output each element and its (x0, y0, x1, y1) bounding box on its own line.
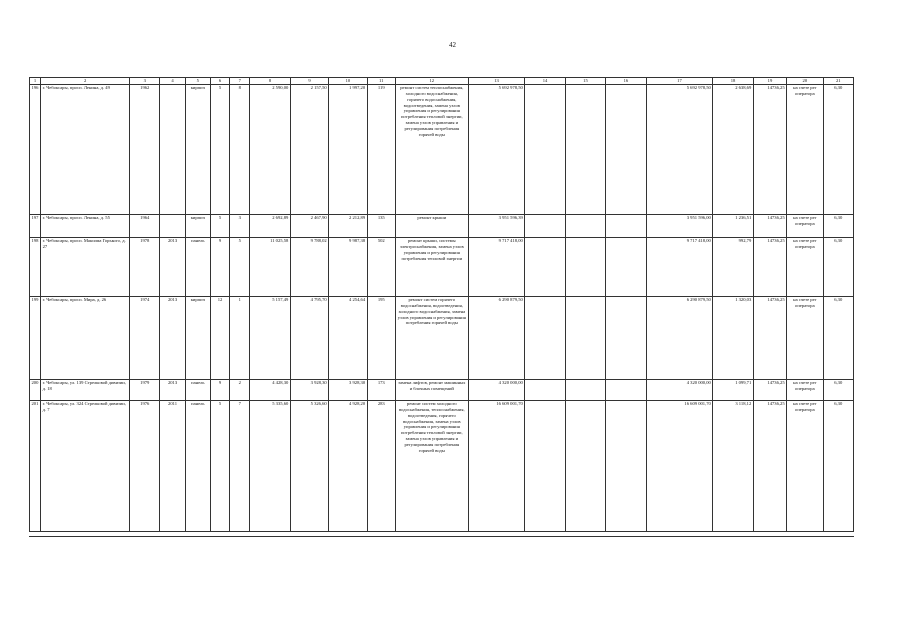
address-cell: г. Чебоксары, просп. Максима Горького, д. 27 (41, 237, 130, 296)
table-row (30, 214, 854, 237)
residential-area-cell: 9 987,38 (329, 237, 367, 296)
column-header: 18 (713, 78, 753, 85)
empty-cell (606, 400, 646, 531)
column-header: 16 (606, 78, 646, 85)
column-header: 3 (130, 78, 160, 85)
entrances-cell: 1 (230, 296, 250, 379)
empty-cell (565, 84, 605, 214)
column-header: 13 (468, 78, 525, 85)
year-built-cell: 1962 (130, 84, 160, 214)
rate-cell: 6,30 (823, 379, 853, 400)
empty-cell (565, 214, 605, 237)
total-cost-cell: 6 290 879,50 (468, 296, 525, 379)
residents-cell: 195 (367, 296, 395, 379)
floors-cell: 9 (210, 237, 229, 296)
table-row (30, 379, 854, 400)
premises-area-cell: 4 795,70 (290, 296, 328, 379)
total-area-cell: 2 590,00 (250, 84, 290, 214)
year-built-cell: 1979 (130, 379, 160, 400)
floors-cell: 5 (210, 84, 229, 214)
floors-cell: 9 (210, 379, 229, 400)
year-built-cell: 1978 (130, 237, 160, 296)
empty-cell (525, 84, 565, 214)
max-unit-cost-cell: 14736,25 (753, 400, 786, 531)
owner-funds-cell: 5 692 978,50 (646, 84, 713, 214)
column-header: 15 (565, 78, 605, 85)
residential-area-cell: 1 997,20 (329, 84, 367, 214)
address-cell: г. Чебоксары, ул. 139 Стрелковой дивизии, д. 18 (41, 379, 130, 400)
wall-material-cell: кирпич (185, 214, 210, 237)
owner-funds-cell: 3 951 596,00 (646, 214, 713, 237)
column-header: 1 (30, 78, 41, 85)
address-cell: г. Чебоксары, просп. Ленина, д. 55 (41, 214, 130, 237)
premises-area-cell: 3 928,30 (290, 379, 328, 400)
table-bottom-rule (29, 536, 854, 537)
max-unit-cost-cell: 14736,25 (753, 379, 786, 400)
table-row (30, 84, 854, 214)
entrances-cell: 2 (230, 379, 250, 400)
max-unit-cost-cell: 14736,25 (753, 296, 786, 379)
entrances-cell: 5 (230, 237, 250, 296)
residents-cell: 502 (367, 237, 395, 296)
column-header: 7 (230, 78, 250, 85)
year-renovated-cell: 2013 (160, 379, 185, 400)
table-row (30, 237, 854, 296)
housing-register-table (29, 77, 854, 532)
empty-cell (565, 237, 605, 296)
empty-cell (565, 379, 605, 400)
row-number: 197 (30, 214, 41, 237)
empty-cell (606, 379, 646, 400)
total-cost-cell: 3 951 596,39 (468, 214, 525, 237)
column-header: 2 (41, 78, 130, 85)
total-cost-cell: 4 320 000,00 (468, 379, 525, 400)
rate-cell: 6,30 (823, 84, 853, 214)
column-header: 12 (395, 78, 468, 85)
year-renovated-cell: 2011 (160, 400, 185, 531)
year-renovated-cell (160, 214, 185, 237)
empty-cell (606, 296, 646, 379)
column-header: 6 (210, 78, 229, 85)
empty-cell (525, 237, 565, 296)
column-header: 5 (185, 78, 210, 85)
column-header: 4 (160, 78, 185, 85)
wall-material-cell: кирпич (185, 296, 210, 379)
row-number: 198 (30, 237, 41, 296)
row-number: 199 (30, 296, 41, 379)
floors-cell: 12 (210, 296, 229, 379)
unit-cost-cell: 1 099,71 (713, 379, 753, 400)
empty-cell (525, 296, 565, 379)
empty-cell (606, 214, 646, 237)
year-built-cell: 1964 (130, 214, 160, 237)
rate-cell: 6,30 (823, 237, 853, 296)
work-type-cell: ремонт крыши, системы электроснабжения, замена узлов управления и регулирования потребления тепловой энергии (395, 237, 468, 296)
residents-cell: 135 (367, 214, 395, 237)
owner-funds-cell: 16 609 001,70 (646, 400, 713, 531)
residents-cell: 173 (367, 379, 395, 400)
entrances-cell: 8 (230, 84, 250, 214)
total-area-cell: 4 428,30 (250, 379, 290, 400)
wall-material-cell: кирпич (185, 84, 210, 214)
rate-cell: 6,30 (823, 400, 853, 531)
floors-cell: 5 (210, 214, 229, 237)
floors-cell: 5 (210, 400, 229, 531)
total-area-cell: 5 157,49 (250, 296, 290, 379)
max-unit-cost-cell: 14736,25 (753, 214, 786, 237)
premises-area-cell: 2 467,90 (290, 214, 328, 237)
year-renovated-cell (160, 84, 185, 214)
empty-cell (565, 400, 605, 531)
column-header: 19 (753, 78, 786, 85)
column-header: 9 (290, 78, 328, 85)
total-area-cell: 11 025,58 (250, 237, 290, 296)
column-header: 11 (367, 78, 395, 85)
year-built-cell: 1976 (130, 400, 160, 531)
address-cell: г. Чебоксары, просп. Ленина, д. 49 (41, 84, 130, 214)
empty-cell (525, 214, 565, 237)
owner-funds-cell: 6 290 879,50 (646, 296, 713, 379)
row-number: 196 (30, 84, 41, 214)
rate-cell: 6,30 (823, 296, 853, 379)
wall-material-cell: панель (185, 237, 210, 296)
residential-area-cell: 4 254,64 (329, 296, 367, 379)
work-type-cell: ремонт систем горячего водоснабжения, водоотведения, холодного водоснабжения, замена узлов управления и регулирования потребления горячей воды (395, 296, 468, 379)
entrances-cell: 3 (230, 214, 250, 237)
unit-cost-cell: 1 320,03 (713, 296, 753, 379)
residents-cell: 283 (367, 400, 395, 531)
table-row (30, 400, 854, 531)
fund-method-cell: на счете рег оператора (787, 214, 823, 237)
column-header: 14 (525, 78, 565, 85)
fund-method-cell: на счете рег оператора (787, 84, 823, 214)
fund-method-cell: на счете рег оператора (787, 379, 823, 400)
empty-cell (565, 296, 605, 379)
fund-method-cell: на счете рег оператора (787, 296, 823, 379)
unit-cost-cell: 3 118,12 (713, 400, 753, 531)
fund-method-cell: на счете рег оператора (787, 400, 823, 531)
work-type-cell: ремонт систем холодного водоснабжения, теплоснабжения, водоотведения, горячего водоснабжения, замена узлов управления и регулирования потребления тепловой энергии, замена узлов управления и регулирования потребления горячей воды (395, 400, 468, 531)
wall-material-cell: панель (185, 400, 210, 531)
owner-funds-cell: 4 320 000,00 (646, 379, 713, 400)
total-area-cell: 2 692,89 (250, 214, 290, 237)
premises-area-cell: 2 157,50 (290, 84, 328, 214)
max-unit-cost-cell: 14736,25 (753, 84, 786, 214)
year-built-cell: 1974 (130, 296, 160, 379)
empty-cell (606, 237, 646, 296)
entrances-cell: 7 (230, 400, 250, 531)
premises-area-cell: 9 788,02 (290, 237, 328, 296)
residential-area-cell: 3 928,30 (329, 379, 367, 400)
empty-cell (525, 379, 565, 400)
total-cost-cell: 5 692 978,50 (468, 84, 525, 214)
wall-material-cell: панель (185, 379, 210, 400)
work-type-cell: ремонт систем теплоснабжения, холодного водоснабжения, горячего водоснабжения, водоотведения, замена узлов управления и регулирования потребления тепловой энергии, замена узлов управления и регулирования потребления горячей воды (395, 84, 468, 214)
rate-cell: 6,30 (823, 214, 853, 237)
address-cell: г. Чебоксары, просп. Мира, д. 26 (41, 296, 130, 379)
fund-method-cell: на счете рег оператора (787, 237, 823, 296)
column-header: 17 (646, 78, 713, 85)
column-header: 20 (787, 78, 823, 85)
work-type-cell: замена лифтов, ремонт машинных и блочных помещений (395, 379, 468, 400)
work-type-cell: ремонт крыши (395, 214, 468, 237)
residents-cell: 119 (367, 84, 395, 214)
column-header: 10 (329, 78, 367, 85)
unit-cost-cell: 1 236,51 (713, 214, 753, 237)
address-cell: г. Чебоксары, ул. 324 Стрелковой дивизии, д. 7 (41, 400, 130, 531)
year-renovated-cell: 2013 (160, 237, 185, 296)
premises-area-cell: 5 326,60 (290, 400, 328, 531)
empty-cell (525, 400, 565, 531)
max-unit-cost-cell: 14736,25 (753, 237, 786, 296)
empty-cell (606, 84, 646, 214)
row-number: 200 (30, 379, 41, 400)
year-renovated-cell: 2013 (160, 296, 185, 379)
residential-area-cell: 2 212,89 (329, 214, 367, 237)
unit-cost-cell: 2 638,69 (713, 84, 753, 214)
owner-funds-cell: 9 717 418,00 (646, 237, 713, 296)
total-cost-cell: 16 609 001,70 (468, 400, 525, 531)
column-number-row (30, 78, 854, 85)
table-row (30, 296, 854, 379)
column-header: 21 (823, 78, 853, 85)
column-header: 8 (250, 78, 290, 85)
page-number: 42 (449, 41, 456, 49)
row-number: 201 (30, 400, 41, 531)
unit-cost-cell: 992,79 (713, 237, 753, 296)
residential-area-cell: 4 928,20 (329, 400, 367, 531)
total-area-cell: 5 335,60 (250, 400, 290, 531)
total-cost-cell: 9 717 418,00 (468, 237, 525, 296)
